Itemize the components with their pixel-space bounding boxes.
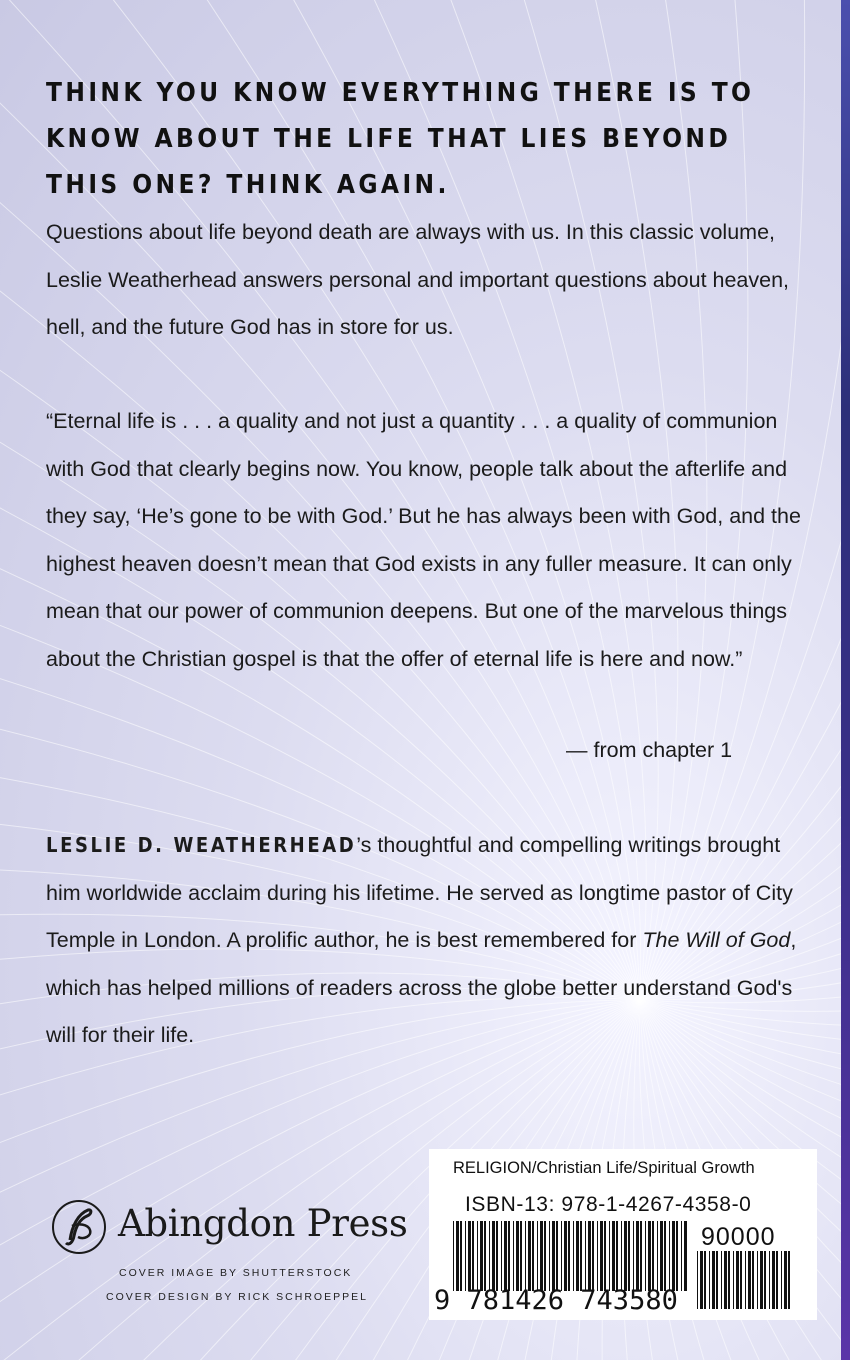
barcode-bar	[576, 1221, 579, 1291]
cover-image-credit: COVER IMAGE BY SHUTTERSTOCK	[119, 1267, 353, 1279]
barcode-bar	[544, 1221, 546, 1291]
barcode-bar	[540, 1221, 543, 1291]
barcode-bar	[468, 1221, 471, 1291]
isbn-label: ISBN-13: 978-1-4267-4358-0	[465, 1193, 752, 1216]
barcode-bar	[585, 1221, 586, 1291]
barcode-bar	[504, 1221, 507, 1291]
barcode-bar	[704, 1251, 706, 1309]
barcode-bar	[612, 1221, 615, 1291]
publisher-name: Abingdon Press	[118, 1202, 408, 1245]
barcode-bar	[721, 1251, 722, 1309]
barcode-bar	[745, 1251, 746, 1309]
barcode-bar	[465, 1221, 466, 1291]
barcode-bar	[460, 1221, 462, 1291]
barcode-bar	[616, 1221, 618, 1291]
barcode-bar	[456, 1221, 459, 1291]
barcode-bar	[648, 1221, 651, 1291]
author-name: LESLIE D. WEATHERHEAD	[46, 833, 357, 857]
barcode-bar	[664, 1221, 666, 1291]
barcode-bar	[660, 1221, 663, 1291]
barcode-bar	[776, 1251, 778, 1309]
barcode-bar	[472, 1221, 474, 1291]
barcode-bar	[520, 1221, 522, 1291]
bio-tail-text: , which has helped millions of readers across the globe better understand God's will for their life.	[46, 928, 797, 1047]
barcode-digits: 9 781426 743580	[434, 1285, 678, 1316]
barcode-bar	[676, 1221, 678, 1291]
barcode-bar	[477, 1221, 478, 1291]
barcode-bar	[636, 1221, 639, 1291]
barcode-bar	[624, 1221, 627, 1291]
barcode-bar	[528, 1221, 531, 1291]
barcode-bar	[480, 1221, 483, 1291]
cover-design-credit: COVER DESIGN BY RICK SCHROEPPEL	[106, 1291, 368, 1303]
barcode-bar	[733, 1251, 734, 1309]
barcode-bar	[453, 1221, 454, 1291]
barcode-bar	[712, 1251, 715, 1309]
barcode-bar	[564, 1221, 567, 1291]
bisac-category: RELIGION/Christian Life/Spiritual Growth	[453, 1159, 755, 1177]
barcode-bar	[684, 1221, 687, 1291]
barcode-bar	[736, 1251, 739, 1309]
barcode-bar	[724, 1251, 727, 1309]
price-addon-barcode	[695, 1251, 795, 1309]
bio-lead-text: ’s thoughtful and compelling writings brought him worldwide acclaim during his lifetime. He served as longtime pastor of City Temple in London. A prolific author, he is best remembered for	[46, 833, 793, 952]
barcode-bar	[645, 1221, 646, 1291]
barcode-bar	[633, 1221, 634, 1291]
barcode-bar	[628, 1221, 630, 1291]
intro-paragraph: Questions about life beyond death are always with us. In this classic volume, Leslie Weatherhead answers personal and important questions about heaven, hell, and the future God has in store for us.	[46, 220, 790, 339]
barcode-bar	[640, 1221, 642, 1291]
barcode-bar	[501, 1221, 502, 1291]
barcode-bar	[728, 1251, 730, 1309]
barcode-bar	[669, 1221, 670, 1291]
barcode-bar	[657, 1221, 658, 1291]
barcode-bar	[516, 1221, 519, 1291]
spine-edge-stripe	[841, 0, 850, 1360]
barcode-bar	[760, 1251, 763, 1309]
barcode-bar	[580, 1221, 582, 1291]
barcode-bar	[681, 1221, 682, 1291]
barcode-bar	[573, 1221, 574, 1291]
barcode-bar	[757, 1251, 758, 1309]
barcode-bar	[513, 1221, 514, 1291]
isbn-barcode	[451, 1221, 689, 1291]
barcode-bar	[772, 1251, 775, 1309]
barcode-bar	[740, 1251, 742, 1309]
barcode-bar	[752, 1251, 754, 1309]
barcode-bar	[788, 1251, 790, 1309]
headline: THINK YOU KNOW EVERYTHING THERE IS TO KNOW ABOUT THE LIFE THAT LIES BEYOND THIS ONE? THINK AGAIN.	[46, 78, 755, 200]
barcode-bar	[489, 1221, 490, 1291]
barcode-bar	[492, 1221, 495, 1291]
barcode-bar	[709, 1251, 710, 1309]
barcode-bar	[561, 1221, 562, 1291]
barcode-bar	[652, 1221, 654, 1291]
barcode-bar	[600, 1221, 603, 1291]
barcode-bar	[556, 1221, 558, 1291]
barcode-bar	[552, 1221, 555, 1291]
barcode-bar	[549, 1221, 550, 1291]
barcode-bar	[604, 1221, 606, 1291]
barcode-bar	[764, 1251, 766, 1309]
price-code: 90000	[701, 1223, 776, 1251]
barcode-bar	[484, 1221, 486, 1291]
barcode-bar	[609, 1221, 610, 1291]
book-title: The Will of God	[642, 928, 791, 952]
barcode-bar	[508, 1221, 510, 1291]
barcode-panel	[429, 1149, 817, 1320]
barcode-bar	[769, 1251, 770, 1309]
author-bio	[46, 822, 816, 1060]
quote-paragraph: “Eternal life is . . . a quality and not just a quantity . . . a quality of communion with God that clearly begins now. You know, people talk about the afterlife and they say, ‘He’s gone to be with God.’ But he has always been with God, and the highest heaven doesn’t mean that God exists in any fuller measure. It can only mean that our power of communion deepens. But one of the marvelous things about the Christian gospel is that the offer of eternal life is here and now.”	[46, 409, 801, 671]
quote-attribution: — from chapter 1	[566, 738, 733, 762]
barcode-bar	[592, 1221, 594, 1291]
barcode-bar	[621, 1221, 622, 1291]
barcode-bar	[496, 1221, 498, 1291]
barcode-bar	[716, 1251, 718, 1309]
publisher-logo	[50, 1196, 430, 1266]
barcode-bar	[532, 1221, 534, 1291]
barcode-bar	[697, 1251, 698, 1309]
barcode-bar	[700, 1251, 703, 1309]
barcode-bar	[781, 1251, 782, 1309]
barcode-bar	[588, 1221, 591, 1291]
abingdon-emblem-icon	[50, 1196, 112, 1258]
barcode-bar	[784, 1251, 787, 1309]
barcode-bar	[597, 1221, 598, 1291]
barcode-bar	[672, 1221, 675, 1291]
barcode-bar	[537, 1221, 538, 1291]
barcode-bar	[525, 1221, 526, 1291]
barcode-bar	[748, 1251, 751, 1309]
barcode-bar	[568, 1221, 570, 1291]
